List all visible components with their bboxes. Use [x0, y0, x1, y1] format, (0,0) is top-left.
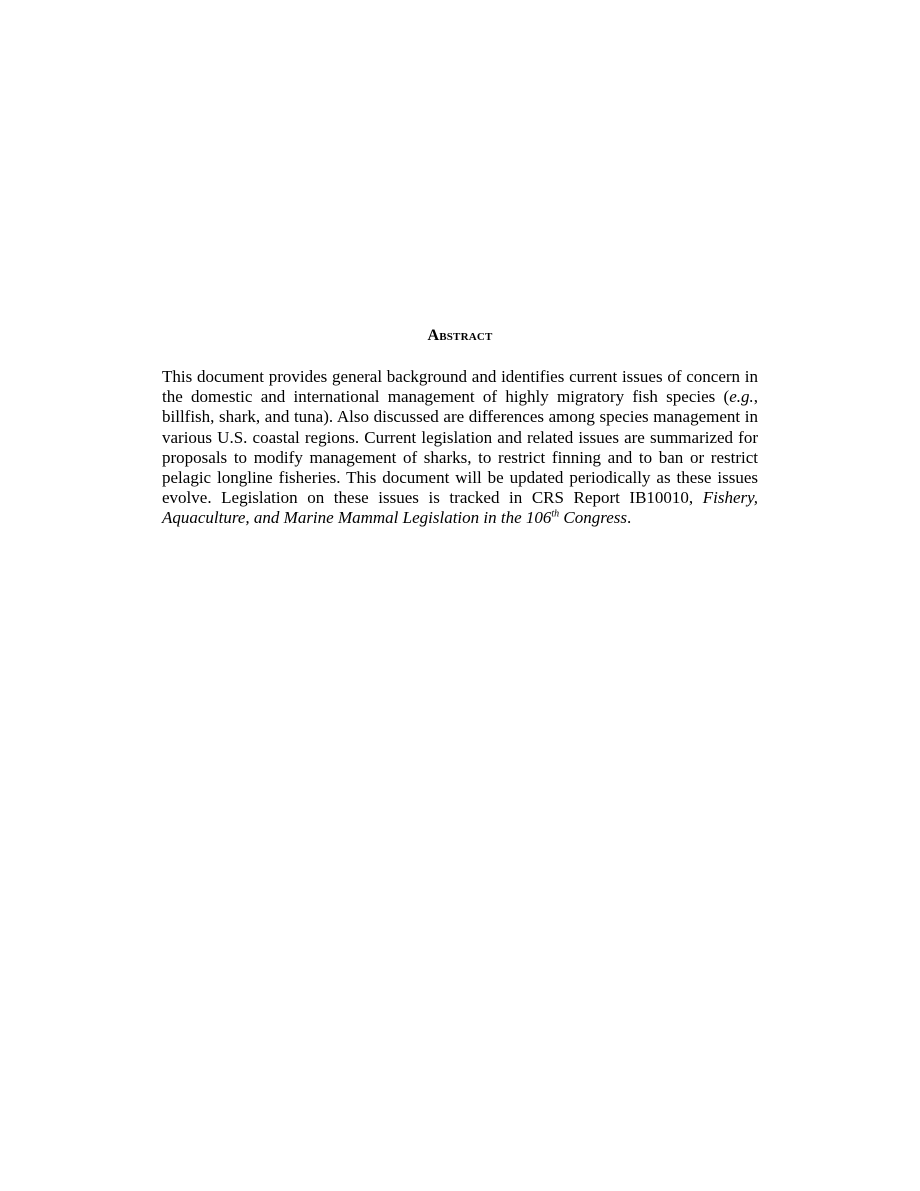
- abstract-eg: e.g.: [729, 387, 754, 407]
- abstract-end-period: .: [627, 508, 632, 528]
- abstract-paragraph: [162, 367, 758, 529]
- report-title-part1: Fishery, Aquaculture, and Marine Mammal Legislation in the 106: [162, 488, 758, 528]
- abstract-text-part2: , billfish, shark, and tuna). Also discussed are differences among species management in various U.S. coastal regions. Current legislation and related issues are summarized for proposals to modify management of sharks, to restrict finning and to ban or restrict pelagic longline fisheries. This document will be updated periodically as these issues evolve. Legislation on these issues is tracked in CRS Report IB10010,: [162, 387, 758, 508]
- report-title-part2: Congress: [559, 508, 628, 528]
- abstract-text-part1: This document provides general background and identifies current issues of concern in the domestic and international management of highly migratory fish species (: [162, 367, 758, 407]
- report-title-superscript: th: [551, 508, 560, 520]
- abstract-heading: Abstract: [427, 327, 493, 344]
